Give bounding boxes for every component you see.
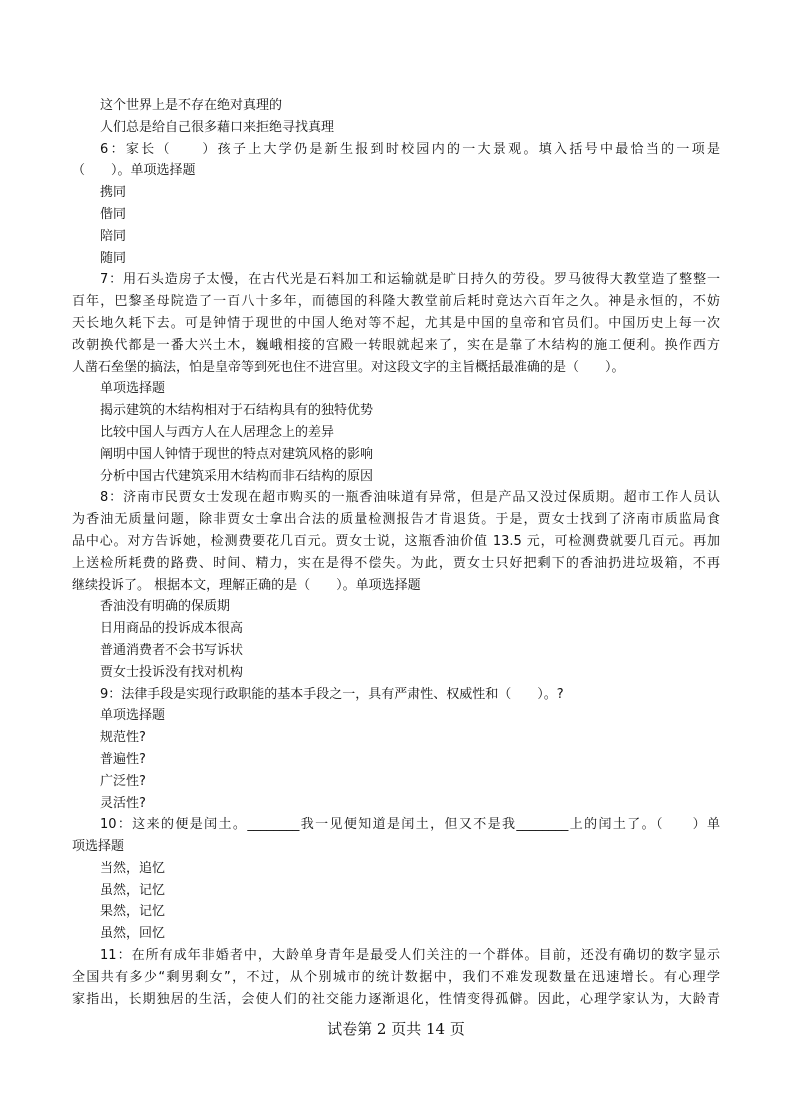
option-c: 陪同 — [100, 228, 127, 244]
text-line: 人们总是给自己很多藉口来拒绝寻找真理 — [100, 119, 335, 135]
option-a: 携同 — [100, 185, 127, 201]
option-b: 比较中国人与西方人在人居理念上的差异 — [100, 424, 335, 440]
question-8-text: 品中心。对方告诉她，检测费要花几百元。贾女士说，这瓶香油价值 13.5 元，可检测费就要几百元。再加 — [72, 533, 720, 549]
text-line: 这个世界上是不存在绝对真理的 — [100, 98, 283, 113]
option-a: 当然，追忆 — [100, 860, 166, 876]
question-8-text: 上送检所耗费的路费、时间、精力，实在是得不偿失。为此，贾女士只好把剩下的香油扔进垃圾箱，不再 — [72, 555, 720, 571]
option-b: 日用商品的投诉成本很高 — [100, 621, 244, 637]
question-9: 9：法律手段是实现行政职能的基本手段之一，具有严肃性、权威性和（ ）。? — [100, 686, 564, 702]
question-11: 11：在所有成年非婚者中，大龄单身青年是最受人们关注的一个群体。目前，还没有确切的数字显示 — [100, 948, 720, 964]
document-body — [72, 95, 720, 1010]
question-8: 8：济南市民贾女士发现在超市购买的一瓶香油味道有异常，但是产品又没过保质期。超市工作人员认 — [100, 490, 720, 506]
question-6: 6：家长（ ）孩子上大学仍是新生报到时校园内的一大景观。填入括号中最恰当的一项是 — [100, 141, 720, 157]
option-b: 虽然，记忆 — [100, 882, 166, 898]
option-c: 阐明中国人钟情于现世的特点对建筑风格的影响 — [100, 446, 374, 462]
option-c: 广泛性? — [100, 773, 146, 789]
question-10-continued: 项选择题 — [72, 839, 125, 855]
option-d: 贾女士投诉没有找对机构 — [100, 664, 244, 680]
question-11-text: 全国共有多少“剩男剩女”，不过，从个别城市的统计数据中，我们不难发现数量在迅速增长。有心理学 — [72, 969, 720, 985]
option-d: 分析中国古代建筑采用木结构而非石结构的原因 — [100, 468, 374, 484]
option-b: 普遍性? — [100, 751, 146, 767]
question-7-text: 改朝换代都是一番大兴土木，巍峨相接的宫殿一转眼就起来了，实在是靠了木结构的施工便利。换作西方 — [72, 337, 720, 353]
option-d: 灵活性? — [100, 795, 146, 811]
option-c: 普通消费者不会书写诉状 — [100, 642, 244, 658]
question-7-text: 天长地久耗下去。可是钟情于现世的中国人绝对等不起，尤其是中国的皇帝和官员们。中国历史上每一次 — [72, 315, 720, 331]
option-d: 虽然，回忆 — [100, 926, 166, 942]
option-a: 规范性? — [100, 730, 146, 746]
question-10: 10：这来的便是闰土。________我一见便知道是闰土，但又不是我________上的闰土了。（ ）单 — [100, 817, 720, 833]
question-7-text: 百年，巴黎圣母院造了一百八十多年，而德国的科隆大教堂前后耗时竟达六百年之久。神是永恒的，不妨 — [72, 294, 720, 310]
question-6-continued: （ ）。单项选择题 — [72, 163, 196, 179]
question-7: 7：用石头造房子太慢，在古代光是石料加工和运输就是旷日持久的劳役。罗马彼得大教堂造了整整一 — [100, 272, 720, 288]
question-11-text: 家指出，长期独居的生活，会使人们的社交能力逐渐退化，性情变得孤僻。因此，心理学家认为，大龄青 — [72, 991, 720, 1007]
question-type-label: 单项选择题 — [100, 381, 166, 397]
question-7-text: 人凿石垒堡的搞法，怕是皇帝等到死也住不进宫里。对这段文字的主旨概括最准确的是（ ）。 — [72, 359, 625, 375]
option-a: 揭示建筑的木结构相对于石结构具有的独特优势 — [100, 403, 374, 419]
option-a: 香油没有明确的保质期 — [100, 599, 231, 615]
page-footer: 试卷第 2 页共 14 页 — [327, 1020, 465, 1038]
option-c: 果然，记忆 — [100, 904, 166, 920]
option-b: 偕同 — [100, 206, 127, 222]
question-8-text: 为香油无质量问题，除非贾女士拿出合法的质量检测报告才肯退货。于是，贾女士找到了济南市质监局食 — [72, 512, 720, 528]
question-type-label: 单项选择题 — [100, 708, 166, 724]
question-8-text: 继续投诉了。 根据本文，理解正确的是（ ）。单项选择题 — [72, 577, 421, 593]
option-d: 随同 — [100, 250, 127, 266]
